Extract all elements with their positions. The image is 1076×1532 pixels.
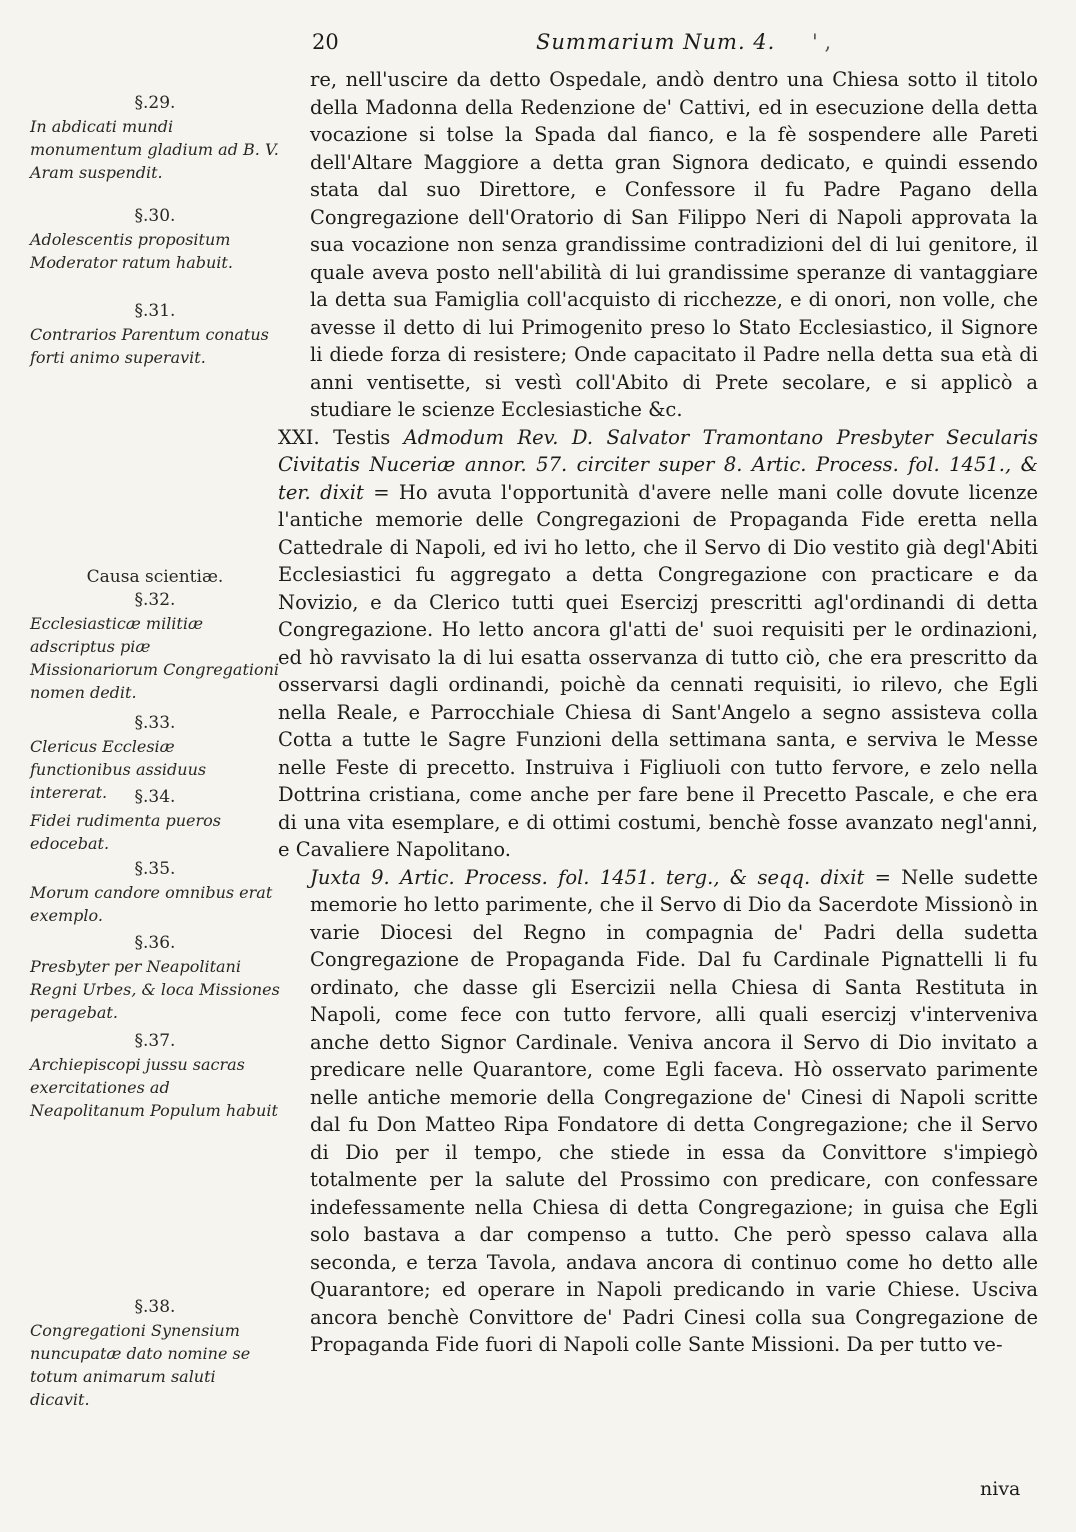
sidenote-35 xyxy=(30,858,280,927)
juxta-title: Juxta 9. Artic. Process. fol. 1451. terg., & seqq. dixit = xyxy=(310,865,891,889)
sidenote-text: Clericus Ecclesiæ functionibus assiduus intererat. xyxy=(30,737,207,802)
sidenote-text: Morum candore omnibus erat exemplo. xyxy=(30,883,273,925)
juxta-paragraph xyxy=(310,864,1038,1359)
sidenote-section: §.32. xyxy=(134,590,176,610)
sidenote-36 xyxy=(30,932,280,1024)
catchword: niva xyxy=(980,1478,1021,1500)
sidenote-section: §.31. xyxy=(134,301,176,321)
sidenote-31 xyxy=(30,300,280,369)
sidenote-section: §.34. xyxy=(134,787,176,807)
sidenote-34 xyxy=(30,786,280,855)
sidenote-text: Presbyter per Neapolitani Regni Urbes, & loca Missiones peragebat. xyxy=(30,957,280,1022)
testimony-text: Nelle sudette memorie ho letto parimente, che il Servo di Dio da Sacerdote Missionò in varie Diocesi del Regno in compagnia de' Padri della sudetta Congregazione de Propaganda Fide. Dal fu Cardinale Pignattelli li fu ordinato, che dasse gli Esercizii nella Chiesa di Santa Restituta in Napoli, come fece con tutto fervore, alli quali esercizj v'interveniva anche detto Signor Cardinale. Veniva ancora il Servo di Dio invitato a predicare nelle Quarantore, come Egli faceva. Hò osservato parimente nelle antiche memorie della Congregazione de' Cinesi di Napoli scritte dal fu Don Matteo Ripa Fondatore di detta Congregazione; che il Servo di Dio per il tempo, che stiede in essa da Convittore s'impiegò totalmente per la salute del Prossimo con predicare, con confessare indefessamente nella Chiesa di detta Congregazione; in guisa che Egli solo bastava a dar compenso a tutto. Che però spesso calava alla seconda, e terza Tavola, andava ancora di continuo come ho detto alle Quarantore; ed operare in Napoli predicando in varie Chiese. Usciva ancora benchè Convittore de' Padri Cinesi colla sua Congregazione de Propaganda Fide fuori di Napoli colle Sante Missioni. Da per tutto ve- xyxy=(310,865,1038,1356)
sidenote-text: Ecclesiasticæ militiæ adscriptus piæ Missionariorum Congregationi nomen dedit. xyxy=(30,614,280,702)
sidenote-section: §.29. xyxy=(134,93,176,113)
body-text xyxy=(278,66,1038,1359)
running-title: Summarium Num. 4. xyxy=(536,30,776,54)
sidenote-lead: Causa scientiæ. xyxy=(86,567,224,587)
sidenote-text: Contrarios Parentum conatus forti animo superavit. xyxy=(30,325,269,367)
sidenote-section: §.38. xyxy=(134,1297,176,1317)
body-paragraph: re, nell'uscire da detto Ospedale, andò dentro una Chiesa sotto il titolo della Madonna della Redenzione de' Cattivi, ed in esecuzione della detta vocazione si tolse la Spada dal fianco, e la fè sospendere alle Pareti dell'Altare Maggiore a detta gran Signora dedicato, e quindi essendo stata dal suo Direttore, e Confessore il fu Padre Pagano della Congregazione dell'Oratorio di San Filippo Neri di Napoli approvata la sua vocazione non senza grandissime contradizioni del di lui genitore, il quale aveva posto nell'abilità di lui grandissime speranze di vantaggiare la detta sua Famiglia coll'acquisto di ricchezze, e di onori, non volle, che avesse il detto di lui Primogenito preso lo Stato Ecclesiastico, il Signore li diede forza di resistere; Onde capacitato il Padre nella detta sua età di anni ventisette, si vestì coll'Abito di Prete secolare, e si applicò a studiare le scienze Ecclesiastiche &c. xyxy=(310,68,1038,421)
running-header xyxy=(312,30,1032,66)
sidenote-section: §.30. xyxy=(134,206,176,226)
marginal-notes xyxy=(30,0,280,1532)
witness-number: XXI. xyxy=(278,425,320,449)
sidenote-text: Fidei rudimenta pueros edocebat. xyxy=(30,811,221,853)
witness-paragraph xyxy=(278,424,1038,864)
sidenote-section: §.33. xyxy=(134,713,176,733)
sidenote-text: In abdicati mundi monumentum gladium ad B. V. Aram suspendit. xyxy=(30,117,279,182)
sidenote-section: §.35. xyxy=(134,859,176,879)
sidenote-text: Adolescentis propositum Moderator ratum habuit. xyxy=(30,230,233,272)
sidenote-section: §.37. xyxy=(134,1031,176,1051)
sidenote-section: §.36. xyxy=(134,933,176,953)
sidenote-text: Archiepiscopi jussu sacras exercitationes ad Neapolitanum Populum habuit xyxy=(30,1055,278,1120)
witness-title: Admodum Rev. D. Salvator Tramontano Presbyter Secularis Civitatis Nuceriæ annor. 57. circiter super 8. Artic. Process. fol. 1451., & ter. dixit = xyxy=(278,425,1038,504)
sidenote-text: Congregationi Synensium nuncupatæ dato nomine se totum animarum saluti dicavit. xyxy=(30,1321,251,1409)
sidenote-30 xyxy=(30,205,280,274)
sidenote-38 xyxy=(30,1296,280,1411)
sidenote-37 xyxy=(30,1030,280,1122)
witness-word: Testis xyxy=(333,425,391,449)
testimony-text: Ho avuta l'opportunità d'avere nelle mani colle dovute licenze l'antiche memorie delle Congregazioni de Propaganda Fide eretta nella Cattedrale di Napoli, ed ivi ho letto, che il Servo di Dio vestito già degl'Abiti Ecclesiastici fu aggregato a detta Congregazione con practicare e da Novizio, e da Clerico tutti quei Esercizj prescritti agl'ordinandi di detta Congregazione. Ho letto ancora gl'atti de' suoi requisiti per le ordinazioni, ed hò ravvisato la di lui esatta osservanza di tutto ciò, che era prescritto da osservarsi dagli ordinandi, poichè da cennati requisiti, io rilevo, che Egli nella Reale, e Parrocchiale Chiesa di Sant'Angelo a segno assisteva colla Cotta a tutte le Sagre Funzioni della settimana santa, e serviva le Messe nelle Feste di precetto. Instruiva i Figliuoli con tutto fervore, e zelo nella Dottrina cristiana, come anche per fare bene il Precetto Pascale, e che era di una vita esemplare, e di ottimi costumi, benchè fosse avanzato negl'anni, e Cavaliere Napolitano. xyxy=(278,480,1038,861)
page-number: 20 xyxy=(312,30,339,54)
sidenote-29 xyxy=(30,92,280,184)
header-mark: ' , xyxy=(812,30,832,54)
sidenote-32 xyxy=(30,566,280,704)
